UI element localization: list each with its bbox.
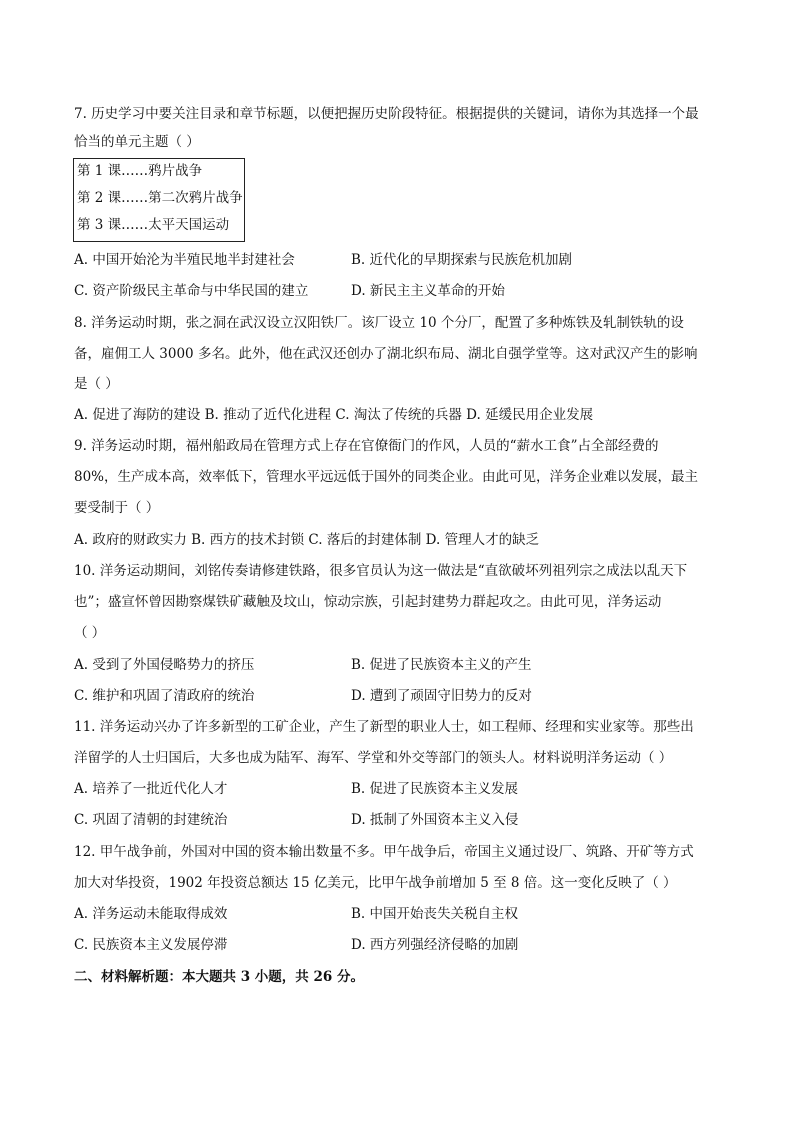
q12-option-d: D. 西方列强经济侵略的加剧: [351, 937, 519, 953]
q7-option-b: B. 近代化的早期探索与民族危机加剧: [351, 252, 573, 268]
q7-option-d: D. 新民主主义革命的开始: [351, 283, 505, 299]
q9-stem-line-2: 80%，生产成本高，效率低下，管理水平远远低于国外的同类企业。由此可见，洋务企业难以发展，最主: [74, 469, 699, 485]
q8-options: A. 促进了海防的建设 B. 推动了近代化进程 C. 淘汰了传统的兵器 D. 延缓民用企业发展: [74, 407, 594, 423]
q11-option-d: D. 抵制了外国资本主义入侵: [351, 812, 519, 828]
q10-option-b: B. 促进了民族资本主义的产生: [351, 657, 532, 673]
q10-option-d: D. 遭到了顽固守旧势力的反对: [351, 688, 532, 704]
q7-box-line-2: 第 2 课……第二次鸦片战争: [77, 190, 243, 206]
q8-stem-line-2: 备，雇佣工人 3000 多名。此外，他在武汉还创办了湖北织布局、湖北自强学堂等。这对武汉产生的影响: [74, 346, 698, 362]
q9-options: A. 政府的财政实力 B. 西方的技术封锁 C. 落后的封建体制 D. 管理人才的缺乏: [74, 532, 540, 548]
q11-option-a: A. 培养了一批近代化人才: [74, 781, 228, 797]
q12-option-b: B. 中国开始丧失关税自主权: [351, 906, 519, 922]
q11-option-c: C. 巩固了清朝的封建统治: [74, 812, 228, 828]
q12-stem-line-1: 12. 甲午战争前，外国对中国的资本输出数量不多。甲午战争后，帝国主义通过设厂、筑路、开矿等方式: [74, 844, 694, 860]
q7-option-c: C. 资产阶级民主革命与中华民国的建立: [74, 283, 309, 299]
q8-stem-line-1: 8. 洋务运动时期，张之洞在武汉设立汉阳铁厂。该厂设立 10 个分厂，配置了多种炼铁及轧制铁轨的设: [74, 315, 684, 331]
q9-stem-line-1: 9. 洋务运动时期，福州船政局在管理方式上存在官僚衙门的作风，人员的“薪水工食”占全部经费的: [74, 438, 659, 454]
q7-lesson-box: [73, 158, 245, 242]
q9-stem-line-3: 要受制于（ ）: [74, 500, 160, 516]
q8-stem-line-3: 是（ ）: [74, 376, 119, 392]
q11-stem-line-1: 11. 洋务运动兴办了许多新型的工矿企业，产生了新型的职业人士，如工程师、经理和实业家等。那些出: [74, 719, 694, 735]
q10-option-a: A. 受到了外国侵略势力的挤压: [74, 657, 255, 673]
q10-option-c: C. 维护和巩固了清政府的统治: [74, 688, 255, 704]
q11-stem-line-2: 洋留学的人士归国后，大多也成为陆军、海军、学堂和外交等部门的领头人。材料说明洋务运动（ ）: [74, 750, 673, 766]
q10-stem-line-1: 10. 洋务运动期间，刘铭传奏请修建铁路，很多官员认为这一做法是“直欲破坏列祖列宗之成法以乱天下: [74, 563, 688, 579]
q12-option-c: C. 民族资本主义发展停滞: [74, 937, 228, 953]
q12-option-a: A. 洋务运动未能取得成效: [74, 906, 228, 922]
q7-stem-line-2: 恰当的单元主题（ ）: [74, 134, 200, 150]
q10-stem-line-2: 也”；盛宣怀曾因勘察煤铁矿藏触及坟山，惊动宗族，引起封建势力群起攻之。由此可见，洋务运动: [74, 594, 662, 610]
q7-box-line-3: 第 3 课……太平天国运动: [77, 217, 230, 233]
section-2-heading: 二、材料解析题：本大题共 3 小题，共 26 分。: [74, 969, 364, 985]
q12-stem-line-2: 加大对华投资，1902 年投资总额达 15 亿美元，比甲午战争前增加 5 至 8 倍。这一变化反映了（ ）: [74, 875, 677, 891]
q10-stem-line-3: （ ）: [74, 625, 106, 641]
q7-stem-line-1: 7. 历史学习中要关注目录和章节标题，以便把握历史阶段特征。根据提供的关键词，请你为其选择一个最: [74, 106, 699, 122]
q11-option-b: B. 促进了民族资本主义发展: [351, 781, 519, 797]
q7-option-a: A. 中国开始沦为半殖民地半封建社会: [74, 252, 295, 268]
q7-box-line-1: 第 1 课……鸦片战争: [77, 163, 203, 179]
